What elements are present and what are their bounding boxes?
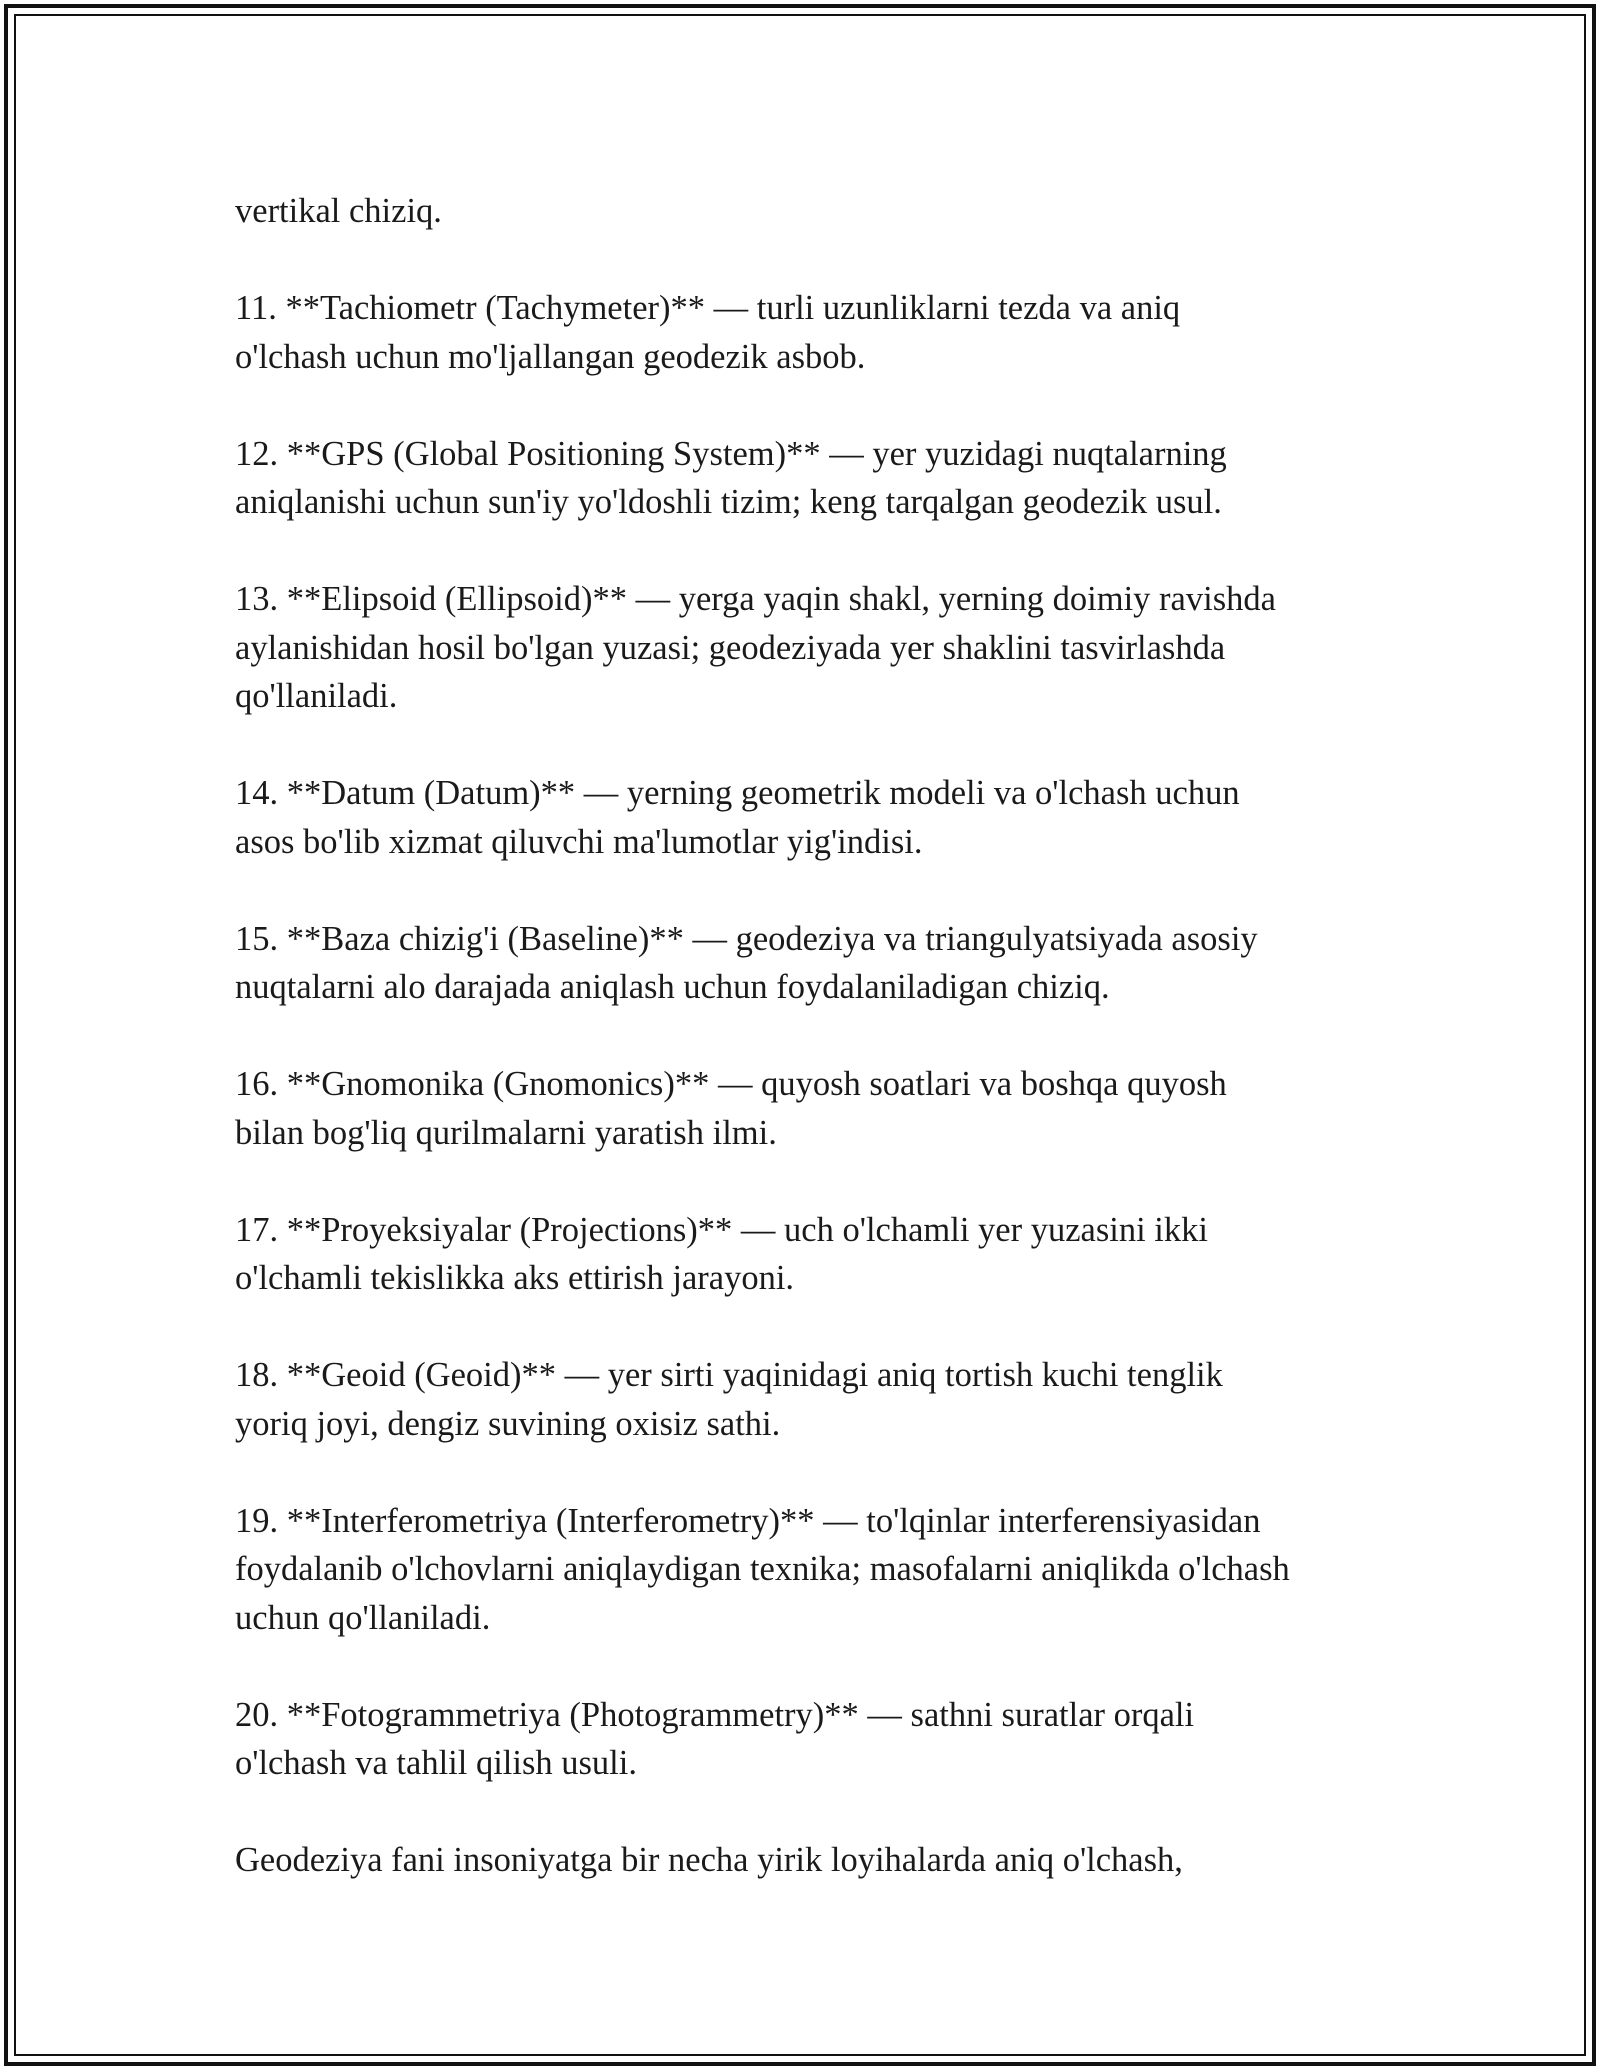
text-line: bilan bog'liq qurilmalarni yaratish ilmi. xyxy=(235,1113,777,1152)
text-line: 19. **Interferometriya (Interferometry)** — to'lqinlar interferensiyasidan xyxy=(235,1501,1261,1540)
text-line: 16. **Gnomonika (Gnomonics)** — quyosh soatlari va boshqa quyosh xyxy=(235,1065,1227,1103)
text-line: o'lchamli tekislikka aks ettirish jarayoni. xyxy=(235,1259,795,1297)
text-line: qo'llaniladi. xyxy=(235,677,398,715)
term-18-geoid xyxy=(235,1351,1385,1448)
text-line: 13. **Elipsoid (Ellipsoid)** — yerga yaqin shakl, yerning doimiy ravishda xyxy=(235,580,1276,618)
text-line: o'lchash uchun mo'ljallangan geodezik asbob. xyxy=(235,337,866,376)
text-line: nuqtalarni alo darajada aniqlash uchun foydalaniladigan chiziq. xyxy=(235,968,1110,1006)
term-14-datum xyxy=(235,769,1385,866)
term-17-proyeksiyalar xyxy=(235,1206,1385,1303)
paragraph-continuation xyxy=(235,187,1385,236)
paragraph-conclusion xyxy=(235,1836,1385,1885)
text-line: aylanishidan hosil bo'lgan yuzasi; geodeziyada yer shaklini tasvirlashda xyxy=(235,628,1226,667)
text-line: aniqlanishi uchun sun'iy yo'ldoshli tizim; keng tarqalgan geodezik usul. xyxy=(235,483,1222,521)
text-line: o'lchash va tahlil qilish usuli. xyxy=(235,1744,637,1782)
term-15-baseline xyxy=(235,915,1385,1012)
text-line: 11. **Tachiometr (Tachymeter)** — turli uzunliklarni tezda va aniq xyxy=(235,289,1181,327)
text-line: 12. **GPS (Global Positioning System)** — yer yuzidagi nuqtalarning xyxy=(235,434,1227,473)
term-19-interferometriya xyxy=(235,1497,1385,1643)
text-line: asos bo'lib xizmat qiluvchi ma'lumotlar yig'indisi. xyxy=(235,822,923,861)
term-12-gps xyxy=(235,430,1385,527)
text-line: Geodeziya fani insoniyatga bir necha yirik loyihalarda aniq o'lchash, xyxy=(235,1841,1183,1879)
text-line: 20. **Fotogrammetriya (Photogrammetry)** — sathni suratlar orqali xyxy=(235,1695,1195,1734)
text-line: 14. **Datum (Datum)** — yerning geometrik modeli va o'lchash uchun xyxy=(235,774,1240,812)
text-line: foydalanib o'lchovlarni aniqlaydigan texnika; masofalarni aniqlikda o'lchash xyxy=(235,1550,1290,1588)
text-line: 17. **Proyeksiyalar (Projections)** — uch o'lchamli yer yuzasini ikki xyxy=(235,1210,1208,1249)
text-line: uchun qo'llaniladi. xyxy=(235,1598,491,1637)
document-body xyxy=(235,187,1385,1933)
text-line: 18. **Geoid (Geoid)** — yer sirti yaqinidagi aniq tortish kuchi tenglik xyxy=(235,1356,1223,1394)
text-line: yoriq joyi, dengiz suvining oxisiz sathi. xyxy=(235,1404,781,1443)
term-16-gnomonika xyxy=(235,1060,1385,1157)
term-20-fotogrammetriya xyxy=(235,1691,1385,1788)
text-line: 15. **Baza chizig'i (Baseline)** — geodeziya va triangulyatsiyada asosiy xyxy=(235,919,1258,958)
text-line: vertikal chiziq. xyxy=(235,192,442,230)
term-13-elipsoid xyxy=(235,575,1385,721)
term-11-tachiometr xyxy=(235,284,1385,381)
